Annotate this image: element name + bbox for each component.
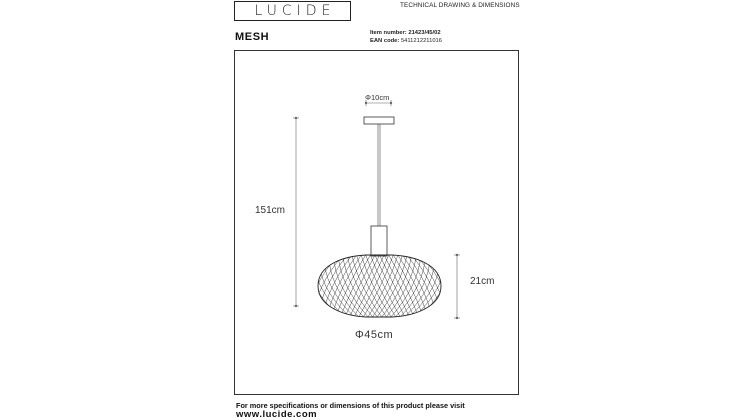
canopy-diameter-label: Φ10cm — [365, 93, 390, 102]
suspension-cord — [378, 124, 380, 226]
ean-value: 5411212211016 — [400, 38, 442, 44]
product-name: MESH — [235, 31, 270, 43]
shade-diameter-label: Φ45cm — [355, 329, 394, 341]
ceiling-canopy — [364, 117, 394, 124]
item-number-value: 21423/45/02 — [408, 30, 441, 36]
shade-height-dimension-line — [454, 254, 460, 319]
shade-height-label: 21cm — [470, 276, 495, 287]
item-number-label: Item number: — [370, 30, 407, 36]
website-link[interactable]: www.lucide.com — [236, 409, 318, 420]
socket-holder — [371, 226, 387, 256]
footer-note: For more specifications or dimensions of this product please visit — [236, 401, 465, 410]
total-height-label: 151cm — [255, 205, 286, 216]
document-type-label: TECHNICAL DRAWING & DIMENSIONS — [400, 2, 520, 9]
brand-logo: LUCIDE — [234, 1, 351, 21]
total-height-dimension-line — [293, 117, 299, 307]
ean-label: EAN code: — [370, 38, 400, 44]
